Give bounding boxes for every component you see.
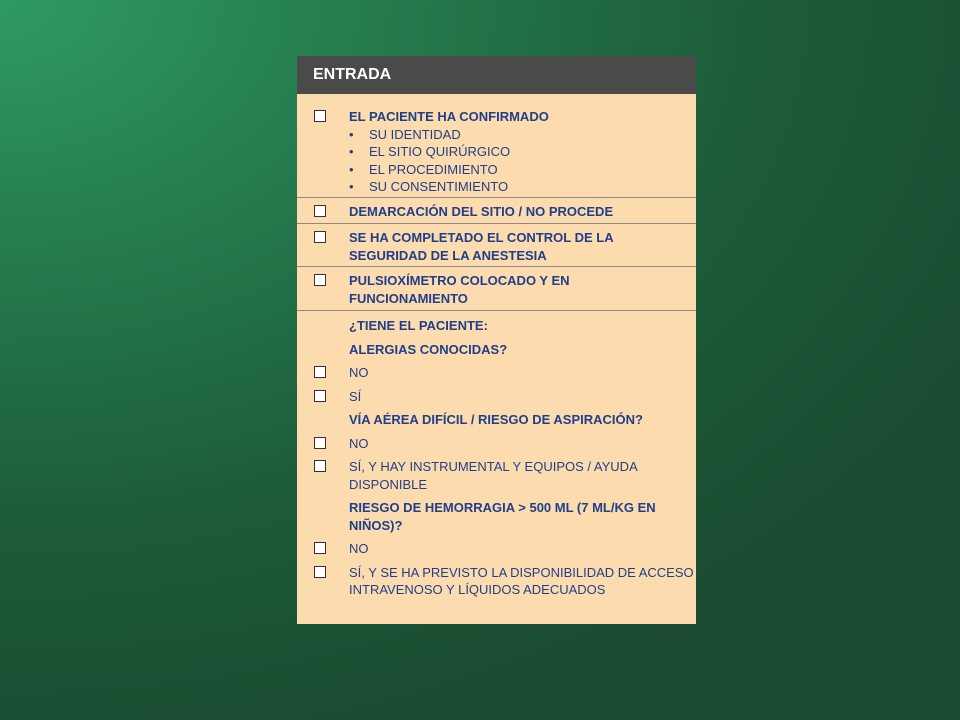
bullet-icon: •	[349, 144, 354, 159]
list-item: • SU IDENTIDAD	[349, 126, 461, 142]
checkbox[interactable]	[314, 390, 326, 402]
checklist-item-demarcacion[interactable]	[297, 203, 696, 221]
section-anestesia	[297, 224, 696, 267]
item-label: DEMARCACIÓN DEL SITIO / NO PROCEDE	[349, 204, 614, 219]
option-hemorragia-si[interactable]: SÍ, Y SE HA PREVISTO LA DISPONIBILIDAD DE ACCESO INTRAVENOSO Y LÍQUIDOS ADECUADOS	[297, 564, 696, 599]
option-via-aerea-si[interactable]: SÍ, Y HAY INSTRUMENTAL Y EQUIPOS / AYUDA DISPONIBLE	[297, 458, 696, 493]
checklist-card	[297, 56, 696, 624]
option-via-aerea-no[interactable]: NO	[297, 435, 696, 453]
item-label-line2: FUNCIONAMIENTO	[349, 290, 468, 306]
checkbox[interactable]	[314, 231, 326, 243]
checkbox[interactable]	[314, 205, 326, 217]
checklist-item-patient-confirmed[interactable]	[297, 108, 696, 126]
checkbox[interactable]	[314, 542, 326, 554]
checkbox[interactable]	[314, 366, 326, 378]
option-hemorragia-no[interactable]: NO	[297, 540, 696, 558]
checkbox[interactable]	[314, 274, 326, 286]
question-alergias: ALERGIAS CONOCIDAS?	[349, 341, 508, 357]
question-via-aerea: VÍA AÉREA DIFÍCIL / RIESGO DE ASPIRACIÓN?	[349, 412, 643, 427]
checkbox[interactable]	[314, 110, 326, 122]
checklist-item-anestesia[interactable]	[297, 229, 696, 264]
list-item: • SU CONSENTIMIENTO	[349, 179, 509, 194]
confirm-list	[297, 126, 696, 196]
item-label-line1: SE HA COMPLETADO EL CONTROL DE LA	[349, 230, 614, 245]
section-patient-confirmed	[297, 94, 696, 198]
item-label: EL PACIENTE HA CONFIRMADO	[349, 109, 549, 124]
list-item: • EL PROCEDIMIENTO	[349, 161, 498, 177]
checkbox[interactable]	[314, 437, 326, 449]
bullet-icon: •	[349, 126, 354, 142]
option-alergias-si[interactable]: SÍ	[297, 388, 696, 406]
checkbox[interactable]	[314, 460, 326, 472]
checkbox[interactable]	[314, 566, 326, 578]
section-questions	[297, 311, 696, 599]
bullet-icon: •	[349, 161, 354, 177]
questions-intro: ¿TIENE EL PACIENTE:	[349, 318, 488, 333]
section-pulsioximetro	[297, 267, 696, 311]
option-alergias-no[interactable]: NO	[297, 364, 696, 382]
checklist-item-pulsioximetro[interactable]	[297, 272, 696, 307]
section-demarcacion	[297, 198, 696, 224]
bullet-icon: •	[349, 179, 354, 194]
item-label-line2: SEGURIDAD DE LA ANESTESIA	[349, 247, 547, 263]
card-header-title: ENTRADA	[297, 56, 696, 94]
list-item: • EL SITIO QUIRÚRGICO	[349, 144, 511, 159]
item-label-line1: PULSIOXÍMETRO COLOCADO Y EN	[349, 273, 570, 288]
question-hemorragia: RIESGO DE HEMORRAGIA > 500 ML (7 ML/KG EN NIÑOS)?	[349, 500, 656, 533]
